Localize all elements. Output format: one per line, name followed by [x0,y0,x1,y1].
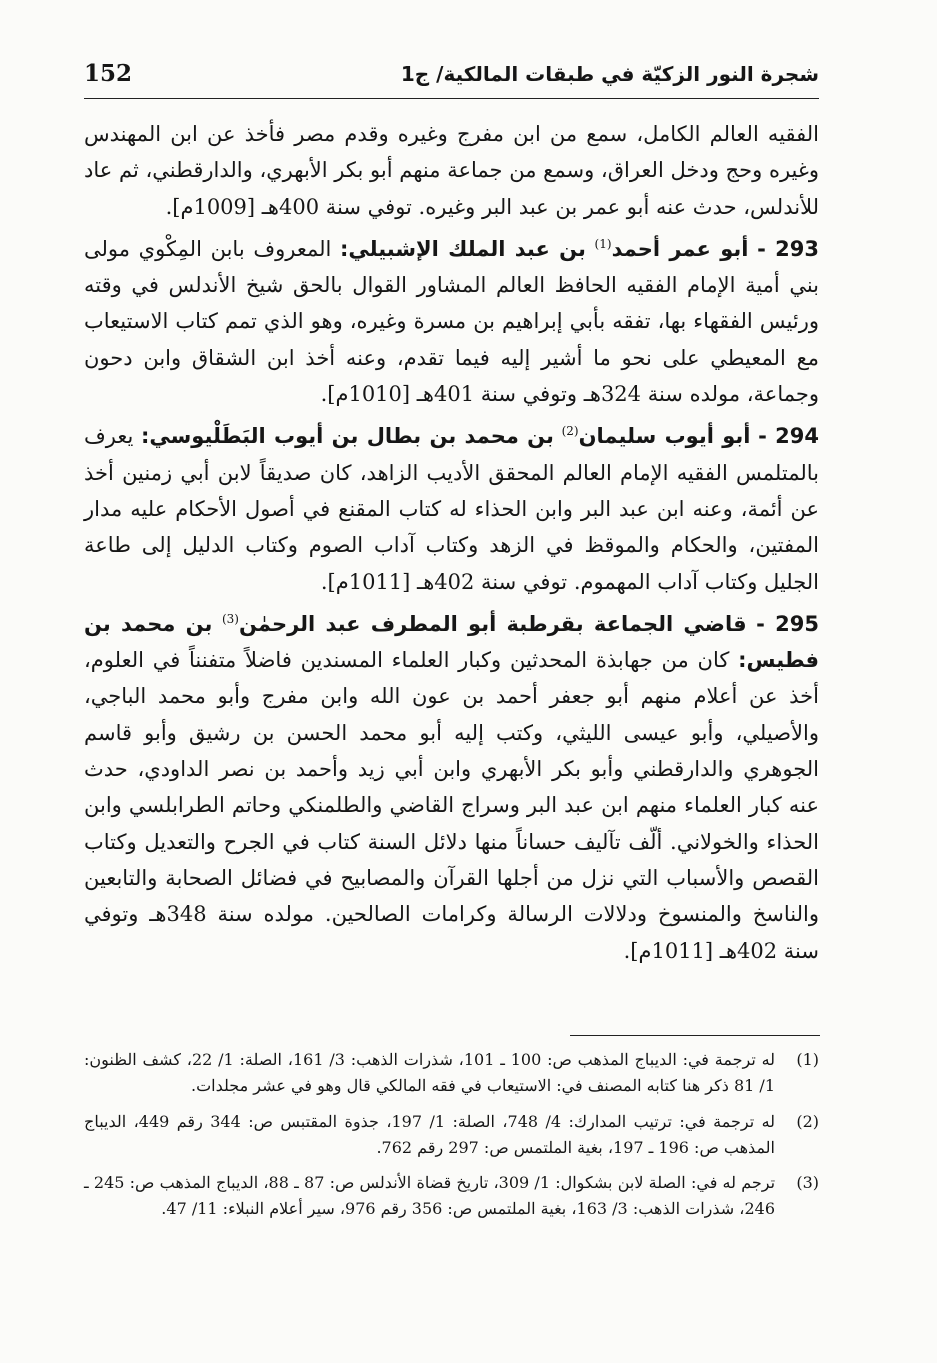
entry-text: يعرف بالمتلمس الفقيه الإمام العالم المحقق الأديب الزاهد، كان صديقاً لابن أبي زمنين أخذ عن أئمة، وعنه ابن عبد البر وابن الحذاء له كتاب المقنع في أصول الأحكام عليه مدار المفتين، والحكام والموقظ في الزهد وكتاب آداب الصوم وكتاب الدليل إلى طاعة الجليل وكتاب آداب المهموم. توفي سنة 402هـ [1011م]. [84,424,819,594]
main-text [84,116,819,969]
entry-number: 293 - [757,236,819,261]
running-header [84,60,819,96]
footnote-3 [84,1170,819,1223]
footnote-rule [570,1035,820,1036]
entry-name-continued: بن عبد الملك الإشبيلي: [340,236,586,261]
entry-293 [84,231,819,412]
header-title: شجرة النور الزكيّة في طبقات المالكية/ ج1 [400,62,819,86]
header-rule [84,98,819,99]
entry-number: 295 - [756,611,819,636]
footnotes [84,1047,819,1232]
footnote-number: (2) [796,1111,819,1131]
footnote-marker[interactable]: (2) [561,424,579,439]
entry-text: كان من جهابذة المحدثين وكبار العلماء المسندين فاضلاً متفنناً في العلوم، أخذ عن أعلام منهم أبو جعفر أحمد بن عون الله وابن مفرج وأبو محمد الباجي، والأصيلي، وأبو عيسى الليثي، وكتب إليه أبو محمد الحسن بن رشيق وأبو قاسم الجوهري والدارقطني وأبو بكر الأبهري وابن أبي زيد وأحمد بن نصر الداودي، حدث عنه كبار العلماء منهم ابن عبد البر وسراج القاضي والطلمنكي وحاتم الطرابلسي وابن الحذاء والخولاني. ألّف تآليف حساناً منها دلائل السنة كتاب في الجرح والتعديل وكتاب القصص والأسباب التي نزل من أجلها القرآن والمصابيح في فضائل الصحابة والتابعين والناسخ والمنسوخ ودلالات الرسالة وكرامات الصالحين. مولده سنة 348هـ وتوفي سنة 402هـ [1011م]. [84,648,819,963]
entry-text: المعروف بابن المِكْوي مولى بني أمية الإمام الفقيه الحافظ العالم المشاور القوال بالحق شيخ الأندلس في وقته ورئيس الفقهاء بها، تفقه بأبي إبراهيم بن مسرة وغيره، وهو الذي تمم كتاب الاستيعاب مع المعيطي على نحو ما أشير إليه فيما تقدم، وعنه أخذ ابن الشقاق وابن دحون وجماعة، مولده سنة 324هـ وتوفي سنة 401هـ [1010م]. [84,236,820,407]
page-number: 152 [84,60,133,87]
footnote-2 [84,1109,819,1162]
entry-number: 294 - [758,424,819,449]
footnote-1 [84,1047,819,1100]
entry-295 [84,606,819,969]
footnote-marker[interactable]: (3) [221,611,239,626]
paragraph-text: الفقيه العالم الكامل، سمع من ابن مفرج وغيره وقدم مصر فأخذ عن ابن المهندس وغيره وحج ودخل العراق، وسمع من جماعة منهم أبو بكر الأبهري، والدارقطني، ثم عاد للأندلس، حدث عنه أبو عمر بن عبد البر وغيره. توفي سنة 400هـ [1009م]. [84,122,819,219]
paragraph-continuation [84,116,819,225]
footnote-text: له ترجمة في: الديباج المذهب ص: 100 ـ 101، شذرات الذهب: 3/ 161، الصلة: 1/ 22، كشف الظنون: 1/ 81 ذكر هنا كتابه المصنف في: الاستيعاب في فقه المالكي قال وهو في عشر مجلدات. [84,1050,776,1096]
footnote-text: ترجم له في: الصلة لابن بشكوال: 1/ 309، تاريخ قضاة الأندلس ص: 87 ـ 88، الديباج المذهب ص: 245 ـ 246، شذرات الذهب: 3/ 163، بغية الملتمس ص: 356 رقم 976، سير أعلام النبلاء: 11/ 47. [84,1173,776,1219]
entry-name: أبو عمر أحمد [611,236,749,261]
footnote-number: (3) [796,1173,819,1193]
entry-294 [84,418,819,599]
footnote-text: له ترجمة في: ترتيب المدارك: 4/ 748، الصلة: 1/ 197، جذوة المقتبس ص: 344 رقم 449، الديباج المذهب ص: 196 ـ 197، بغية الملتمس ص: 297 رقم 762. [84,1111,776,1157]
entry-name-continued: بن محمد بن بطال بن أيوب البَطَلْيوسي: [141,424,554,449]
entry-name-continued: بن محمد بن فطيس: [84,611,819,673]
entry-name: أبو أيوب سليمان [578,424,751,449]
footnote-number: (1) [796,1050,819,1069]
footnote-marker[interactable]: (1) [594,236,612,251]
entry-name: قاضي الجماعة بقرطبة أبو المطرف عبد الرحمٰن [238,611,747,636]
